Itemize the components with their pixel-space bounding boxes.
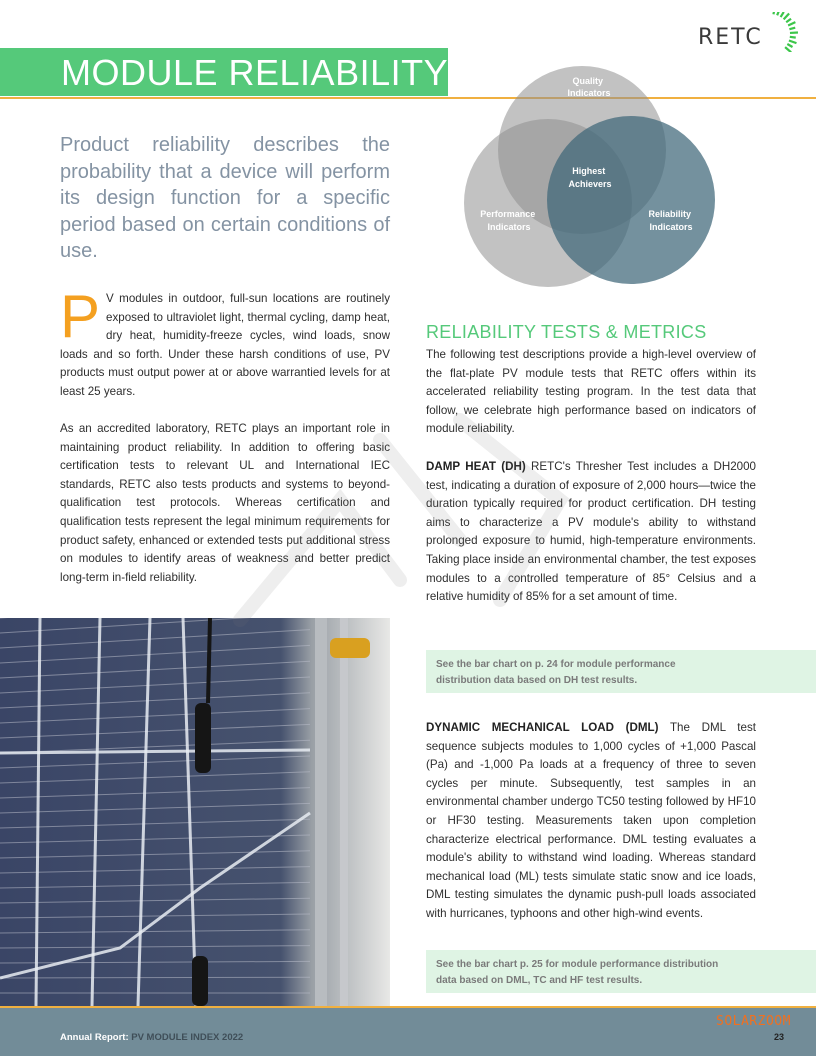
venn-label-reliability: Reliability Indicators [648,209,693,232]
footer-report-label [60,1032,243,1043]
callout-dml-line: data based on DML, TC and HF test results. [436,975,643,986]
sun-ray [789,28,795,29]
callout-dml [426,950,816,993]
intro-paragraph-text: V modules in outdoor, full-sun locations are routinely exposed to ultraviolet light, thermal cycling, damp heat, dry heat, humidity-freeze cycles, wind loads, snow loads and so forth. Under these harsh conditions of use, PV products must output power at or above warrantied levels for at least 25 years. [60,292,390,398]
venn-label-center: Highest Achievers [568,166,612,189]
section-heading: RELIABILITY TESTS & METRICS [426,322,707,342]
drop-cap: P [60,283,101,350]
retc-logo [698,12,802,52]
venn-label-quality: Quality Indicators [567,76,611,98]
page-number: 23 [774,1032,785,1042]
solar-panel-photo [0,618,390,1006]
sun-ray [790,37,796,38]
sun-ray [787,44,792,47]
page-footer [0,1006,816,1056]
sun-ray [789,41,797,44]
venn-diagram [455,55,735,295]
venn-circle-reliability [547,116,715,284]
tests-intro-paragraph: The following test descriptions provide a high-level overview of the flat-plate PV module tests that RETC offers within its accelerated reliability testing program. In the test data that follow, we celebrate high performance based on indicators of module reliability. [426,348,756,436]
logo-text: RETC [698,25,763,50]
footer-label: Annual Report: [60,1032,132,1043]
sun-ray [785,47,791,52]
sun-ray [788,22,795,25]
sun-gear-icon [760,12,800,52]
sun-ray [784,14,789,20]
damp-heat-label: DAMP HEAT (DH) [426,460,526,473]
dml-label: DYNAMIC MECHANICAL LOAD (DML) [426,721,659,734]
footer-brand: SOLARZOOM [716,1014,791,1029]
sun-ray [773,12,774,14]
intro-paragraph [60,283,390,402]
callout-dh [426,650,816,693]
dml-text: The DML test sequence subjects modules to 1,000 cycles of +1,000 Pascal (Pa) and -1,000 Pa loads at a frequency of three to seven cycles per minute. Subsequently, test samples in an environmental chamber undergo TC50 testing followed by HF10 or HF30 testing. Measurements taken upon completion characterize electrical performance. DML testing evaluates a module's ability to withstand wind loading. Whereas standard mechanical load (ML) tests simulate static snow and ice loads, DML testing simulates the dynamic push-pull loads associated with hurricanes, typhoons and other high-wind events. [426,721,756,920]
venn-label-performance: Performance Indicators [480,209,536,232]
sun-ray [786,19,791,23]
callout-dml-line: See the bar chart p. 25 for module performance distribution [436,959,719,970]
lead-paragraph: Product reliability describes the probability that a device will perform its design function for a specific period based on certain conditions of use. [60,134,390,262]
sun-ray [777,12,780,15]
callout-dh-line: See the bar chart on p. 24 for module performance [436,659,676,670]
page-title: MODULE RELIABILITY [61,52,449,93]
damp-heat-paragraph [426,458,756,607]
laboratory-paragraph: As an accredited laboratory, RETC plays an important role in maintaining product reliability. In addition to offering basic certification tests to relevant UL and International IEC standards, RETC also tests products and systems to beyond-qualification test protocols. Whereas certification and qualification tests represent the legal minimum requirements for product safety, enhanced or extended tests put additional stress on modules to identify areas of weakness and better predict long-term in-field reliability. [60,422,390,584]
solar-panel-icon [0,618,390,1006]
sun-ray [781,12,784,17]
damp-heat-text: RETC's Thresher Test includes a DH2000 test, indicating a duration of exposure of 2,000 hours—twice the duration typically required for product certification. DH testing aims to characterize a PV module's ability to withstand prolonged exposure to humid, high-temperature environments. Taking place inside an environmental chamber, the test exposes modules to a controlled temperature of 85° Celsius and a relative humidity of 85% for a set amount of time. [426,460,756,604]
callout-dh-line: distribution data based on DH test results. [436,675,638,686]
dml-paragraph [426,719,756,924]
footer-title: PV MODULE INDEX 2022 [131,1032,244,1043]
